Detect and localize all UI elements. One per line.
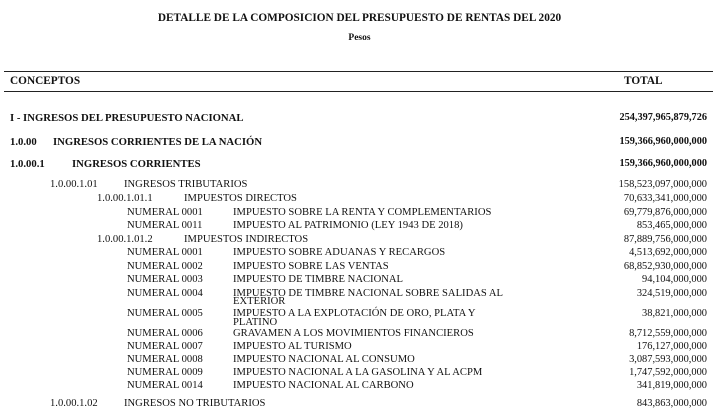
directos-item-code: NUMERAL 0011 [127, 220, 203, 231]
indirectos-item-desc: GRAVAMEN A LOS MOVIMIENTOS FINANCIEROS [233, 328, 474, 339]
indirectos-item-desc-continued: EXTERIOR [233, 296, 286, 307]
directos-amount: 70,633,341,000,000 [623, 193, 707, 204]
indirectos-item-desc: IMPUESTO NACIONAL A LA GASOLINA Y AL ACPM [233, 367, 483, 378]
indirectos-item-amount: 4,513,692,000,000 [629, 247, 707, 258]
indirectos-item-desc: IMPUESTO DE TIMBRE NACIONAL [233, 274, 403, 285]
indirectos-item-code: NUMERAL 0004 [127, 288, 203, 299]
indirectos-item-desc: IMPUESTO DE TIMBRE NACIONAL SOBRE SALIDAS AL [233, 288, 503, 299]
indirectos-item-desc: IMPUESTO NACIONAL AL CARBONO [233, 380, 414, 391]
indirectos-item-desc: IMPUESTO A LA EXPLOTACIÓN DE ORO, PLATA Y [233, 308, 476, 319]
indirectos-item-amount: 1,747,592,000,000 [629, 367, 707, 378]
directos-item-code: NUMERAL 0001 [127, 207, 203, 218]
tributarios-label: INGRESOS TRIBUTARIOS [124, 179, 248, 190]
indirectos-item-amount: 341,819,000,000 [636, 380, 707, 391]
indirectos-item-code: NUMERAL 0008 [127, 354, 203, 365]
indirectos-item-code: NUMERAL 0001 [127, 247, 203, 258]
header-top-rule [4, 71, 713, 72]
level-2-amount: 159,366,960,000,000 [619, 136, 707, 147]
indirectos-item-amount: 176,127,000,000 [636, 341, 707, 352]
indirectos-item-desc: IMPUESTO NACIONAL AL CONSUMO [233, 354, 415, 365]
no-tributarios-label: INGRESOS NO TRIBUTARIOS [124, 398, 266, 409]
column-header-total: TOTAL [624, 75, 663, 87]
level-1-label: I - INGRESOS DEL PRESUPUESTO NACIONAL [10, 112, 244, 124]
level-3-label: INGRESOS CORRIENTES [72, 158, 201, 170]
indirectos-label: IMPUESTOS INDIRECTOS [184, 234, 309, 245]
level-3-amount: 159,366,960,000,000 [619, 158, 707, 169]
indirectos-item-desc-continued: PLATINO [233, 317, 278, 328]
no-tributarios-code: 1.0.00.1.02 [50, 398, 98, 409]
indirectos-item-code: NUMERAL 0006 [127, 328, 203, 339]
indirectos-item-code: NUMERAL 0014 [127, 380, 203, 391]
indirectos-item-desc: IMPUESTO AL TURISMO [233, 341, 352, 352]
indirectos-item-code: NUMERAL 0002 [127, 261, 203, 272]
indirectos-item-code: NUMERAL 0005 [127, 308, 203, 319]
indirectos-item-code: NUMERAL 0003 [127, 274, 203, 285]
directos-label: IMPUESTOS DIRECTOS [184, 193, 297, 204]
directos-item-amount: 853,465,000,000 [636, 220, 707, 231]
directos-item-desc: IMPUESTO AL PATRIMONIO (LEY 1943 DE 2018) [233, 220, 463, 231]
header-bottom-rule [4, 91, 713, 92]
level-2-label: INGRESOS CORRIENTES DE LA NACIÓN [53, 136, 263, 148]
indirectos-item-code: NUMERAL 0009 [127, 367, 203, 378]
directos-item-amount: 69,779,876,000,000 [623, 207, 707, 218]
indirectos-item-amount: 324,519,000,000 [636, 288, 707, 299]
tributarios-code: 1.0.00.1.01 [50, 179, 98, 190]
indirectos-amount: 87,889,756,000,000 [623, 234, 707, 245]
indirectos-item-amount: 8,712,559,000,000 [629, 328, 707, 339]
indirectos-item-amount: 3,087,593,000,000 [629, 354, 707, 365]
indirectos-code: 1.0.00.1.01.2 [97, 234, 153, 245]
directos-code: 1.0.00.1.01.1 [97, 193, 153, 204]
indirectos-item-amount: 94,104,000,000 [642, 274, 707, 285]
indirectos-item-desc: IMPUESTO SOBRE LAS VENTAS [233, 261, 389, 272]
level-2-code: 1.0.00 [10, 136, 37, 148]
level-1-amount: 254,397,965,879,726 [619, 112, 707, 123]
column-header-concepts: CONCEPTOS [10, 75, 81, 87]
indirectos-item-code: NUMERAL 0007 [127, 341, 203, 352]
indirectos-item-amount: 68,852,930,000,000 [623, 261, 707, 272]
tributarios-amount: 158,523,097,000,000 [618, 179, 707, 190]
directos-item-desc: IMPUESTO SOBRE LA RENTA Y COMPLEMENTARIOS [233, 207, 492, 218]
indirectos-item-amount: 38,821,000,000 [642, 308, 707, 319]
indirectos-item-desc: IMPUESTO SOBRE ADUANAS Y RECARGOS [233, 247, 446, 258]
page-title: DETALLE DE LA COMPOSICION DEL PRESUPUESTO DE RENTAS DEL 2020 [157, 12, 562, 24]
no-tributarios-amount: 843,863,000,000 [636, 398, 707, 409]
page-subtitle: Pesos [348, 33, 371, 43]
level-3-code: 1.0.00.1 [10, 158, 45, 170]
